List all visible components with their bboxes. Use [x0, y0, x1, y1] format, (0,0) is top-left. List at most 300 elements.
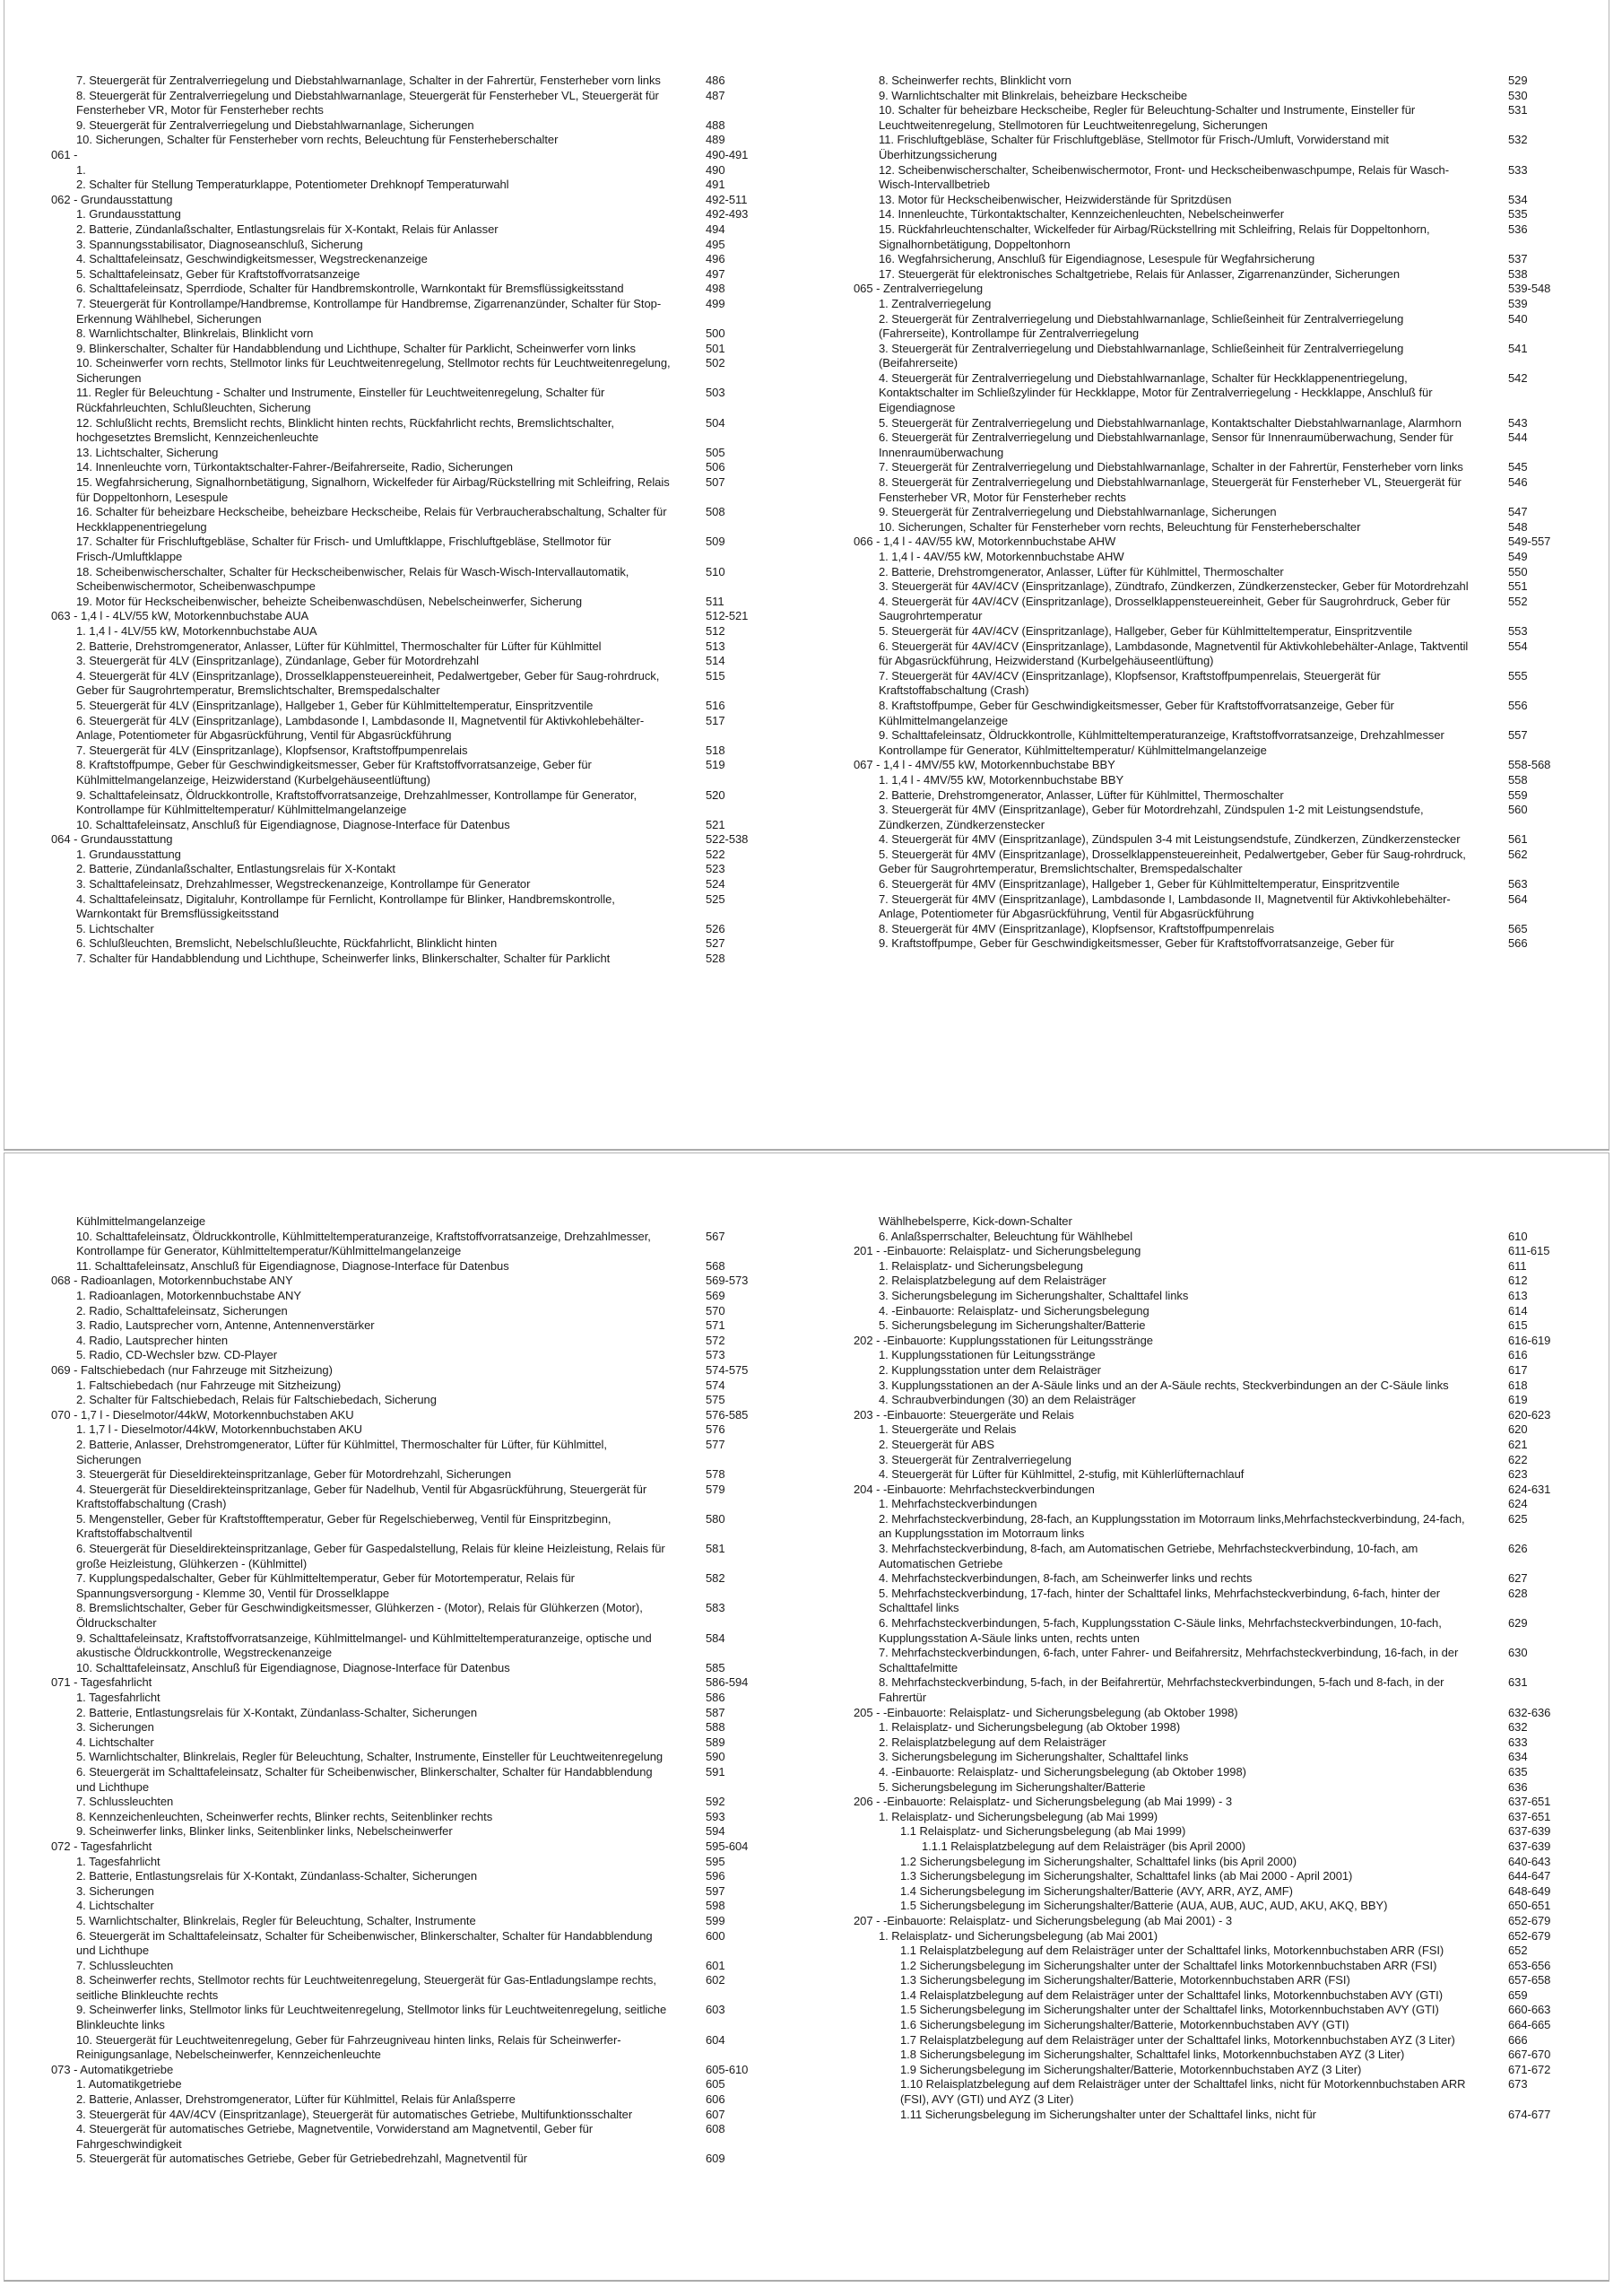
entry-title: 3. Radio, Lautsprecher vorn, Antenne, Antennenverstärker: [76, 1318, 375, 1333]
entry-page-number: 501: [706, 341, 725, 355]
entry-page-number: 575: [706, 1393, 725, 1407]
entry-title: 10. Sicherungen, Schalter für Fensterheber vorn rechts, Beleuchtung für Fensterheberschalter: [879, 519, 1361, 534]
entry-page-number: 570: [706, 1303, 725, 1318]
toc-entry-row: [854, 267, 1571, 283]
toc-entry-row: [51, 1230, 768, 1259]
entry-page-number: 611: [1508, 1258, 1527, 1273]
toc-entry-row: [51, 595, 768, 610]
toc-section-row: [51, 2063, 768, 2078]
entry-title: 8. Scheinwerfer rechts, Stellmotor rechts für Leuchtweitenregelung, Steuergerät für Gas-Entladungslampe rechts, seitliche Blinkleuchte rechts: [76, 1973, 656, 2002]
entry-page-number: 616-619: [1508, 1333, 1551, 1347]
toc-entry-row: [51, 1631, 768, 1661]
entry-title: 8. Steuergerät für Zentralverriegelung und Diebstahlwarnanlage, Steuergerät für Fensterheber VL, Steuergerät für Fensterheber VR, Motor für Fensterheber rechts: [76, 88, 659, 117]
toc-entry-row: [854, 1750, 1571, 1765]
toc-entry-row: [854, 1616, 1571, 1646]
entry-page-number: 594: [706, 1824, 725, 1839]
toc-entry-row: [854, 550, 1571, 565]
entry-page-number: 588: [706, 1720, 725, 1735]
entry-page-number: 556: [1508, 698, 1528, 712]
section-title: 206 - -Einbauorte: Relaisplatz- und Sicherungsbelegung (ab Mai 1999) - 3: [854, 1795, 1233, 1809]
entry-page-number: 606: [706, 2092, 725, 2107]
entry-title: 4. Steuergerät für 4AV/4CV (Einspritzanlage), Drosselklappensteuereinheit, Geber für Saugrohrdruck, Geber für Saugrohrtemperatur: [879, 594, 1451, 623]
toc-entry-row: [854, 1988, 1571, 2004]
toc-entry-row: [51, 669, 768, 699]
toc-entry-row: [51, 238, 768, 253]
entry-title: 11. Regler für Beleuchtung - Schalter und Instrumente, Einsteller für Leuchtweitenregelung, Schalter für Rückfahrleuchten, Schlußleuchten, Sicherung: [76, 386, 605, 415]
entry-page-number: 551: [1508, 579, 1528, 594]
toc-entry-row: [854, 1259, 1571, 1274]
entry-page-number: 637-651: [1508, 1795, 1551, 1809]
entry-title: 3. Steuergerät für 4AV/4CV (Einspritzanlage), Zündtrafo, Zündkerzen, Zündkerzenstecker, Geber für Motordrehzahl: [879, 579, 1469, 594]
toc-entry-row: [51, 892, 768, 922]
entry-title: 8. Scheinwerfer rechts, Blinklicht vorn: [879, 74, 1071, 87]
entry-title: 5. Steuergerät für Zentralverriegelung und Diebstahlwarnanlage, Kontaktschalter Diebstahlwarnanlage, Alarmhorn: [879, 415, 1462, 430]
toc-entry-row: [51, 1691, 768, 1706]
toc-entry-row: [854, 1646, 1571, 1675]
entry-title: 3. Sicherungsbelegung im Sicherungshalter, Schalttafel links: [879, 1750, 1189, 1764]
entry-title: 3. Steuergerät für Zentralverriegelung: [879, 1452, 1071, 1466]
section-title: 207 - -Einbauorte: Relaisplatz- und Sicherungsbelegung (ab Mai 2001) - 3: [854, 1913, 1233, 1927]
entry-page-number: 491: [706, 178, 725, 192]
entry-page-number: 565: [1508, 921, 1528, 935]
toc-entry-row: [51, 1795, 768, 1810]
entry-title: 16. Wegfahrsicherung, Anschluß für Eigendiagnose, Lesespule für Wegfahrsicherung: [879, 252, 1315, 266]
toc-entry-row: [51, 1661, 768, 1676]
entry-title: 1. Tagesfahrlicht: [76, 1854, 160, 1868]
toc-entry-row: [51, 89, 768, 118]
section-title: 068 - Radioanlagen, Motorkennbuchstabe ANY: [51, 1274, 293, 1288]
toc-entry-row: [854, 1318, 1571, 1334]
entry-title: 1. Relaisplatz- und Sicherungsbelegung (ab Mai 2001): [879, 1928, 1158, 1943]
entry-page-number: 517: [706, 713, 725, 727]
entry-title: 1. Automatikgetriebe: [76, 2077, 182, 2092]
entry-title: 1. Relaisplatz- und Sicherungsbelegung (ab Mai 1999): [879, 1809, 1158, 1823]
entry-page-number: 600: [706, 1928, 725, 1943]
entry-title: 3. Steuergerät für Zentralverriegelung und Diebstahlwarnanlage, Schließeinheit für Zentralverriegelung (Beifahrerseite): [879, 341, 1404, 370]
entry-title: 2. Steuergerät für ABS: [879, 1437, 994, 1451]
entry-title: 7. Steuergerät für 4AV/4CV (Einspritzanlage), Klopfsensor, Kraftstoffpumpenrelais, Steuergerät für Kraftstoffabschaltung (Crash): [879, 668, 1381, 698]
entry-page-number: 589: [706, 1735, 725, 1749]
toc-entry-row: [51, 654, 768, 669]
toc-entry-row: [854, 803, 1571, 832]
toc-section-row: [854, 1334, 1571, 1349]
entry-title: 1. Grundausstattung: [76, 207, 181, 222]
entry-title: 1.5 Sicherungsbelegung im Sicherungshalter unter der Schalttafel links, Motorkennbuchstaben AVY (GTI): [900, 2003, 1439, 2017]
toc-entry-row: [854, 699, 1571, 728]
entry-title: 9. Warnlichtschalter mit Blinkrelais, beheizbare Heckscheibe: [879, 88, 1188, 102]
toc-entry-row: [51, 356, 768, 386]
entry-page-number: 602: [706, 1973, 725, 1987]
entry-title: 1. Relaisplatz- und Sicherungsbelegung: [879, 1258, 1083, 1273]
entry-page-number: 576: [706, 1422, 725, 1437]
toc-entry-row: [51, 1348, 768, 1363]
entry-page-number: 673: [1508, 2077, 1528, 2092]
toc-entry-row: [51, 1720, 768, 1735]
section-title: 062 - Grundausstattung: [51, 192, 173, 206]
section-title: 071 - Tagesfahrlicht: [51, 1675, 152, 1690]
entry-title: 7. Steuergerät für Kontrollampe/Handbremse, Kontrollampe für Handbremse, Zigarrenanzünder, Schalter für Stop-Erkennung Wählhebel, Sicherungen: [76, 296, 662, 326]
toc-entry-row: [854, 1438, 1571, 1453]
entry-title: 1. Grundausstattung: [76, 847, 181, 861]
toc-entry-row: [51, 1467, 768, 1483]
entry-page-number: 486: [706, 74, 725, 87]
toc-entry-row: [51, 1959, 768, 1974]
entry-page-number: 533: [1508, 162, 1528, 177]
entry-page-number: 516: [706, 698, 725, 712]
entry-title: 8. Kraftstoffpumpe, Geber für Geschwindigkeitsmesser, Geber für Kraftstoffvorratsanzeige, Geber für Kühlmittelmangelanzeige, Heizwiderstand (Kurbelgehäuseentlüftung): [76, 758, 592, 787]
entry-title: 8. Mehrfachsteckverbindung, 5-fach, in der Beifahrertür, Mehrfachsteckverbindungen, 5-fach und 8-fach, in der Fahrertür: [879, 1675, 1444, 1704]
entry-page-number: 492-511: [706, 192, 748, 206]
toc-entry-row: [854, 1378, 1571, 1394]
entry-title: 4. Steuergerät für Dieseldirekteinspritzanlage, Geber für Nadelhub, Ventil für Abgasrückführung, Steuergerät für Kraftstoffabschaltung (Crash): [76, 1482, 647, 1511]
toc-entry-row: [51, 207, 768, 222]
entry-page-number: 637-651: [1508, 1809, 1551, 1823]
entry-title: Wählhebelsperre, Kick-down-Schalter: [879, 1214, 1072, 1228]
entry-title: Kühlmittelmangelanzeige: [76, 1214, 206, 1228]
entry-page-number: 671-672: [1508, 2062, 1551, 2076]
entry-page-number: 593: [706, 1809, 725, 1823]
entry-title: 10. Schalttafeleinsatz, Öldruckkontrolle, Kühlmitteltemperaturanzeige, Kraftstoffvorratsanzeige, Drehzahlmesser, Kontrollampe für Generator, Kühlmitteltemperatur/Kühlmittelmangelanzeige: [76, 1229, 651, 1258]
entry-page-number: 520: [706, 787, 725, 802]
toc-entry-row: [51, 1214, 768, 1230]
toc-entry-row: [51, 326, 768, 342]
entry-title: 1.11 Sicherungsbelegung im Sicherungshalter unter der Schalttafel links, nicht für: [900, 2107, 1316, 2121]
entry-title: 8. Kraftstoffpumpe, Geber für Geschwindigkeitsmesser, Geber für Kraftstoffvorratsanzeige, Geber für Kühlmittelmangelanzeige: [879, 698, 1394, 727]
toc-entry-row: [854, 1422, 1571, 1438]
section-title: 203 - -Einbauorte: Steuergeräte und Relais: [854, 1407, 1074, 1422]
entry-page-number: 557: [1508, 728, 1528, 743]
entry-title: 14. Innenleuchte vorn, Türkontaktschalter-Fahrer-/Beifahrerseite, Radio, Sicherungen: [76, 460, 513, 474]
entry-title: 10. Steuergerät für Leuchtweitenregelung, Geber für Fahrzeugniveau hinten links, Relais für Scheinwerfer-Reinigungsanlage, Nebelscheinwerfer, Kennzeichenleuchte: [76, 2032, 621, 2062]
entry-title: 2. Schalter für Faltschiebedach, Relais für Faltschiebedach, Sicherung: [76, 1393, 437, 1407]
entry-title: 1.3 Sicherungsbelegung im Sicherungshalter/Batterie, Motorkennbuchstaben ARR (FSI): [900, 1973, 1350, 1987]
entry-page-number: 529: [1508, 74, 1528, 87]
entry-title: 2. Radio, Schalttafeleinsatz, Sicherungen: [76, 1303, 288, 1318]
entry-title: 2. Batterie, Zündanlaßschalter, Entlastungsrelais für X-Kontakt: [76, 862, 395, 876]
toc-entry-row: [51, 505, 768, 535]
entry-title: 7. Schalter für Handabblendung und Lichthupe, Scheinwerfer links, Blinkerschalter, Schalter für Parklicht: [76, 952, 611, 966]
entry-page-number: 572: [706, 1333, 725, 1347]
entry-title: 9. Blinkerschalter, Schalter für Handabblendung und Lichthupe, Schalter für Parklicht, Scheinwerfer vorn links: [76, 341, 636, 355]
toc-section-row: [854, 1483, 1571, 1498]
entry-page-number: 628: [1508, 1586, 1528, 1600]
entry-page-number: 652: [1508, 1944, 1528, 1958]
entry-title: 4. Lichtschalter: [76, 1735, 154, 1749]
entry-title: 5. Warnlichtschalter, Blinkrelais, Regler für Beleuchtung, Schalter, Instrumente, Einsteller für Leuchtweitenregelung: [76, 1750, 664, 1764]
entry-title: 5. Lichtschalter: [76, 921, 154, 935]
toc-entry-row: [51, 1259, 768, 1274]
entry-title: 8. Bremslichtschalter, Geber für Geschwindigkeitsmesser, Glühkerzen - (Motor), Relais für Glühkerzen (Motor), Öldruckschalter: [76, 1601, 643, 1631]
entry-title: 8. Kennzeichenleuchten, Scheinwerfer rechts, Blinker rechts, Seitenblinker rechts: [76, 1809, 493, 1823]
toc-entry-row: [51, 1706, 768, 1721]
entry-title: 1.4 Relaisplatzbelegung auf dem Relaisträger unter der Schalttafel links, Motorkennbuchstaben AVY (GTI): [900, 1987, 1443, 2002]
entry-title: 1.1 Relaisplatzbelegung auf dem Relaisträger unter der Schalttafel links, Motorkennbuchstaben ARR (FSI): [900, 1944, 1444, 1958]
entry-title: 4. -Einbauorte: Relaisplatz- und Sicherungsbelegung (ab Oktober 1998): [879, 1764, 1246, 1779]
toc-entry-row: [854, 416, 1571, 431]
entry-page-number: 507: [706, 475, 725, 490]
entry-title: 5. Steuergerät für 4LV (Einspritzanlage), Hallgeber 1, Geber für Kühlmitteltemperatur, Einspritzventile: [76, 698, 594, 712]
entry-page-number: 605-610: [706, 2062, 749, 2076]
entry-page-number: 552: [1508, 594, 1528, 608]
entry-page-number: 540: [1508, 311, 1528, 326]
toc-section-row: [854, 1914, 1571, 1929]
entry-title: 1. Mehrfachsteckverbindungen: [879, 1497, 1037, 1511]
entry-page-number: 499: [706, 296, 725, 310]
toc-entry-row: [854, 1571, 1571, 1587]
entry-page-number: 537: [1508, 252, 1528, 266]
entry-title: 6. Mehrfachsteckverbindungen, 5-fach, Kupplungsstation C-Säule links, Mehrfachsteckverbindungen, 10-fach, Kupplungsstation A-Säule links unten, rechts unten: [879, 1616, 1442, 1645]
entry-title: 4. Steuergerät für Zentralverriegelung und Diebstahlwarnanlage, Schalter für Heckklappenentriegelung, Kontaktschalter im Schließzylinder für Heckklappe, Motor für Zentralverriegelung - Heckklappe, Anschluß für Eigendiagnose: [879, 370, 1433, 415]
entry-title: 1. Zentralverriegelung: [879, 296, 992, 310]
toc-entry-row: [854, 1735, 1571, 1751]
entry-page-number: 620: [1508, 1422, 1528, 1437]
entry-page-number: 637-639: [1508, 1839, 1551, 1853]
entry-page-number: 626: [1508, 1542, 1528, 1556]
entry-title: 9. Scheinwerfer links, Stellmotor links für Leuchtweitenregelung, Stellmotor links für Leuchtweitenregelung, seitliche Blinkleuchte links: [76, 2003, 667, 2032]
entry-title: 18. Scheibenwischerschalter, Schalter für Heckscheibenwischer, Relais für Wasch-Wisch-Intervallautomatik, Scheibenwischermotor, Scheibenwaschpumpe: [76, 564, 629, 594]
toc-entry-row: [51, 788, 768, 818]
entry-page-number: 530: [1508, 88, 1528, 102]
entry-title: 12. Scheibenwischerschalter, Scheibenwischermotor, Front- und Heckscheibenwaschpumpe, Relais für Wasch-Wisch-Intervallbetrieb: [879, 162, 1450, 192]
toc-entry-row: [51, 862, 768, 877]
entry-page-number: 650-651: [1508, 1899, 1551, 1913]
entry-title: 1.2 Sicherungsbelegung im Sicherungshalter, Schalttafel links (bis April 2000): [900, 1854, 1297, 1868]
entry-page-number: 610: [1508, 1229, 1528, 1243]
section-title: 065 - Zentralverriegelung: [854, 282, 983, 296]
toc-entry-row: [51, 460, 768, 475]
entry-page-number: 519: [706, 758, 725, 772]
entry-title: 10. Scheinwerfer vorn rechts, Stellmotor links für Leuchtweitenregelung, Stellmotor rechts für Leuchtweitenregelung, Sicherungen: [76, 356, 671, 385]
entry-title: 1.6 Sicherungsbelegung im Sicherungshalter/Batterie, Motorkennbuchstaben AVY (GTI): [900, 2018, 1349, 2032]
entry-title: 10. Sicherungen, Schalter für Fensterheber vorn rechts, Beleuchtung für Fensterheberschalter: [76, 133, 559, 147]
entry-page-number: 619: [1508, 1393, 1528, 1407]
entry-page-number: 531: [1508, 103, 1528, 117]
entry-title: 1.4 Sicherungsbelegung im Sicherungshalter/Batterie (AVY, ARR, AYZ, AMF): [900, 1883, 1293, 1898]
entry-page-number: 632-636: [1508, 1705, 1551, 1719]
entry-title: 1.8 Sicherungsbelegung im Sicherungshalter, Schalttafel links, Motorkennbuchstaben AYZ (3 Liter): [900, 2048, 1405, 2062]
toc-entry-row: [854, 1214, 1571, 1230]
entry-page-number: 635: [1508, 1764, 1528, 1779]
entry-title: 4. Steuergerät für automatisches Getriebe, Magnetventile, Vorwiderstand am Magnetventil, Geber für Fahrgeschwindigkeit: [76, 2122, 594, 2151]
entry-page-number: 584: [706, 1631, 725, 1645]
entry-page-number: 631: [1508, 1675, 1528, 1690]
entry-title: 1.1 Relaisplatz- und Sicherungsbelegung (ab Mai 1999): [900, 1824, 1186, 1839]
toc-section-row: [51, 148, 768, 163]
toc-entry-row: [854, 728, 1571, 758]
entry-page-number: 546: [1508, 475, 1528, 490]
toc-entry-row: [854, 1899, 1571, 1914]
toc-section-row: [854, 1795, 1571, 1810]
toc-section-row: [854, 535, 1571, 550]
toc-entry-row: [51, 282, 768, 297]
entry-title: 1. 1,4 l - 4MV/55 kW, Motorkennbuchstabe BBY: [879, 772, 1124, 787]
entry-title: 6. Steuergerät im Schalttafeleinsatz, Schalter für Scheibenwischer, Blinkerschalter, Schalter für Handabblendung und Lichthupe: [76, 1764, 653, 1794]
entry-title: 6. Anlaßsperrschalter, Beleuchtung für Wählhebel: [879, 1229, 1133, 1243]
entry-title: 5. Radio, CD-Wechsler bzw. CD-Player: [76, 1348, 278, 1362]
entry-page-number: 544: [1508, 430, 1528, 445]
entry-page-number: 652-679: [1508, 1928, 1551, 1943]
entry-page-number: 558-568: [1508, 758, 1551, 772]
entry-title: 13. Motor für Heckscheibenwischer, Heizwiderstände für Spritzdüsen: [879, 192, 1232, 206]
toc-entry-row: [854, 1780, 1571, 1796]
toc-entry-row: [854, 1348, 1571, 1363]
entry-page-number: 534: [1508, 192, 1528, 206]
entry-title: 17. Schalter für Frischluftgebläse, Schalter für Frisch- und Umluftklappe, Frischluftgebläse, Stellmotor für Frisch-/Umluftklappe: [76, 535, 612, 563]
entry-page-number: 495: [706, 237, 725, 251]
entry-title: 14. Innenleuchte, Türkontaktschalter, Kennzeichenleuchten, Nebelscheinwerfer: [879, 207, 1284, 222]
entry-page-number: 636: [1508, 1779, 1528, 1794]
entry-page-number: 500: [706, 326, 725, 341]
entry-page-number: 527: [706, 936, 725, 951]
entry-title: 9. Steuergerät für Zentralverriegelung und Diebstahlwarnanlage, Sicherungen: [76, 117, 474, 132]
entry-title: 6. Steuergerät im Schalttafeleinsatz, Schalter für Scheibenwischer, Blinkerschalter, Schalter für Handabblendung und Lichthupe: [76, 1928, 653, 1958]
entry-page-number: 582: [706, 1571, 725, 1586]
entry-page-number: 577: [706, 1437, 725, 1451]
entry-page-number: 542: [1508, 370, 1528, 385]
toc-entry-row: [51, 1318, 768, 1334]
entry-page-number: 644-647: [1508, 1869, 1551, 1883]
entry-page-number: 592: [706, 1795, 725, 1809]
entry-title: 4. Schalttafeleinsatz, Digitaluhr, Kontrollampe für Fernlicht, Kontrollampe für Blinker, Handbremskontrolle, Warnkontakt für Bremsflüssigkeitsstand: [76, 891, 615, 921]
toc-entry-row: [854, 430, 1571, 460]
entry-page-number: 490: [706, 162, 725, 177]
entry-title: 4. Mehrfachsteckverbindungen, 8-fach, am Scheinwerfer links und rechts: [879, 1571, 1253, 1586]
page-2-left-column: [51, 1214, 768, 2167]
toc-entry-row: [51, 2092, 768, 2108]
toc-entry-row: [854, 1824, 1571, 1839]
entry-title: 3. Schalttafeleinsatz, Drehzahlmesser, Wegstreckenanzeige, Kontrollampe für Generator: [76, 877, 531, 891]
entry-title: 3. Sicherungen: [76, 1883, 154, 1898]
toc-entry-row: [854, 1393, 1571, 1408]
entry-page-number: 585: [706, 1660, 725, 1674]
entry-title: 9. Steuergerät für Zentralverriegelung und Diebstahlwarnanlage, Sicherungen: [879, 505, 1277, 519]
toc-entry-row: [51, 2122, 768, 2152]
entry-title: 3. Steuergerät für 4LV (Einspritzanlage), Zündanlage, Geber für Motordrehzahl: [76, 654, 479, 668]
entry-page-number: 616: [1508, 1348, 1528, 1362]
entry-title: 3. Kupplungsstationen an der A-Säule links und an der A-Säule rechts, Steckverbindungen an der C-Säule links: [879, 1378, 1449, 1392]
entry-title: 11. Schalttafeleinsatz, Anschluß für Eigendiagnose, Diagnose-Interface für Datenbus: [76, 1258, 509, 1273]
toc-entry-row: [854, 579, 1571, 595]
toc-entry-row: [51, 2108, 768, 2123]
entry-page-number: 528: [706, 952, 725, 966]
toc-entry-row: [51, 1929, 768, 1959]
entry-page-number: 545: [1508, 460, 1528, 474]
entry-title: 1.7 Relaisplatzbelegung auf dem Relaisträger unter der Schalttafel links, Motorkennbuchstaben AYZ (3 Liter): [900, 2032, 1455, 2047]
toc-section-row: [854, 282, 1571, 297]
toc-entry-row: [51, 1765, 768, 1795]
entry-title: 4. -Einbauorte: Relaisplatz- und Sicherungsbelegung: [879, 1303, 1149, 1318]
entry-page-number: 581: [706, 1542, 725, 1556]
entry-title: 5. Sicherungsbelegung im Sicherungshalter/Batterie: [879, 1779, 1146, 1794]
entry-page-number: 622: [1508, 1452, 1528, 1466]
entry-page-number: 504: [706, 415, 725, 430]
entry-page-number: 605: [706, 2077, 725, 2092]
section-title: 069 - Faltschiebedach (nur Fahrzeuge mit Sitzheizung): [51, 1362, 333, 1377]
section-title: 204 - -Einbauorte: Mehrfachsteckverbindungen: [854, 1482, 1095, 1496]
toc-entry-row: [854, 1467, 1571, 1483]
entry-page-number: 599: [706, 1913, 725, 1927]
entry-title: 2. Steuergerät für Zentralverriegelung und Diebstahlwarnanlage, Schließeinheit für Zentralverriegelung (Fahrerseite), Kontrollampe für Zentralverriegelung: [879, 311, 1404, 341]
entry-page-number: 522-538: [706, 832, 749, 847]
toc-entry-row: [51, 1289, 768, 1304]
entry-page-number: 513: [706, 639, 725, 653]
toc-entry-row: [51, 758, 768, 787]
toc-entry-row: [51, 624, 768, 639]
entry-page-number: 522: [706, 847, 725, 861]
entry-title: 10. Schalttafeleinsatz, Anschluß für Eigendiagnose, Diagnose-Interface für Datenbus: [76, 1660, 510, 1674]
toc-entry-row: [51, 1483, 768, 1512]
entry-title: 3. Mehrfachsteckverbindung, 8-fach, am Automatischen Getriebe, Mehrfachsteckverbindung, 10-fach, am Automatischen Getriebe: [879, 1542, 1418, 1570]
entry-title: 1.5 Sicherungsbelegung im Sicherungshalter/Batterie (AUA, AUB, AUC, AUD, AKU, AKQ, BBY): [900, 1899, 1388, 1913]
toc-entry-row: [854, 1810, 1571, 1825]
toc-section-row: [854, 758, 1571, 773]
toc-section-row: [854, 1244, 1571, 1259]
entry-page-number: 659: [1508, 1987, 1528, 2002]
toc-entry-row: [854, 1274, 1571, 1289]
entry-page-number: 538: [1508, 266, 1528, 281]
entry-page-number: 539-548: [1508, 282, 1551, 296]
toc-entry-row: [854, 848, 1571, 877]
entry-page-number: 667-670: [1508, 2048, 1551, 2062]
toc-entry-row: [51, 952, 768, 967]
toc-section-row: [51, 609, 768, 624]
entry-page-number: 618: [1508, 1378, 1528, 1392]
entry-title: 4. Schalttafeleinsatz, Geschwindigkeitsmesser, Wegstreckenanzeige: [76, 252, 428, 266]
entry-page-number: 548: [1508, 519, 1528, 534]
entry-title: 1.: [76, 162, 86, 177]
entry-page-number: 596: [706, 1869, 725, 1883]
toc-entry-row: [51, 1422, 768, 1438]
entry-page-number: 569-573: [706, 1274, 749, 1288]
toc-entry-row: [854, 74, 1571, 89]
entry-page-number: 608: [706, 2122, 725, 2136]
toc-entry-row: [854, 2048, 1571, 2063]
toc-entry-row: [51, 2077, 768, 2092]
toc-entry-row: [854, 1230, 1571, 1245]
toc-entry-row: [51, 848, 768, 863]
entry-page-number: 576-585: [706, 1407, 749, 1422]
toc-entry-row: [51, 386, 768, 415]
entry-page-number: 553: [1508, 623, 1528, 638]
section-title: 067 - 1,4 l - 4MV/55 kW, Motorkennbuchstabe BBY: [854, 758, 1115, 772]
toc-entry-row: [51, 1899, 768, 1914]
entry-title: 13. Lichtschalter, Sicherung: [76, 445, 219, 459]
page-2-right-column: [854, 1214, 1571, 2122]
entry-title: 6. Steuergerät für 4MV (Einspritzanlage), Hallgeber 1, Geber für Kühlmitteltemperatur, Einspritzventile: [879, 877, 1400, 891]
entry-page-number: 630: [1508, 1646, 1528, 1660]
entry-title: 5. Schalttafeleinsatz, Geber für Kraftstoffvorratsanzeige: [76, 266, 360, 281]
toc-entry-row: [51, 1601, 768, 1631]
toc-entry-row: [854, 1587, 1571, 1616]
entry-page-number: 539: [1508, 296, 1528, 310]
entry-title: 6. Steuergerät für Zentralverriegelung und Diebstahlwarnanlage, Sensor für Innenraumüberwachung, Sender für Innenraumüberwachung: [879, 430, 1453, 459]
toc-entry-row: [51, 118, 768, 134]
toc-entry-row: [854, 1884, 1571, 1900]
entry-page-number: 637-639: [1508, 1824, 1551, 1839]
entry-page-number: 559: [1508, 787, 1528, 802]
entry-page-number: 615: [1508, 1318, 1528, 1333]
entry-title: 7. Steuergerät für 4MV (Einspritzanlage), Lambdasonde I, Lambdasonde II, Magnetventil für Aktivkohlebehälter-Anlage, Potentiometer für Abgasrückführung, Ventil für Abgasrückführung: [879, 891, 1451, 921]
entry-page-number: 580: [706, 1511, 725, 1526]
toc-entry-row: [51, 818, 768, 833]
entry-title: 2. Batterie, Drehstromgenerator, Anlasser, Lüfter für Kühlmittel, Thermoschalter: [879, 787, 1284, 802]
section-title: 205 - -Einbauorte: Relaisplatz- und Sicherungsbelegung (ab Oktober 1998): [854, 1705, 1238, 1719]
toc-section-row: [51, 1274, 768, 1289]
entry-page-number: 509: [706, 535, 725, 549]
entry-title: 4. Lichtschalter: [76, 1899, 154, 1913]
toc-entry-row: [51, 922, 768, 937]
toc-entry-row: [51, 267, 768, 283]
